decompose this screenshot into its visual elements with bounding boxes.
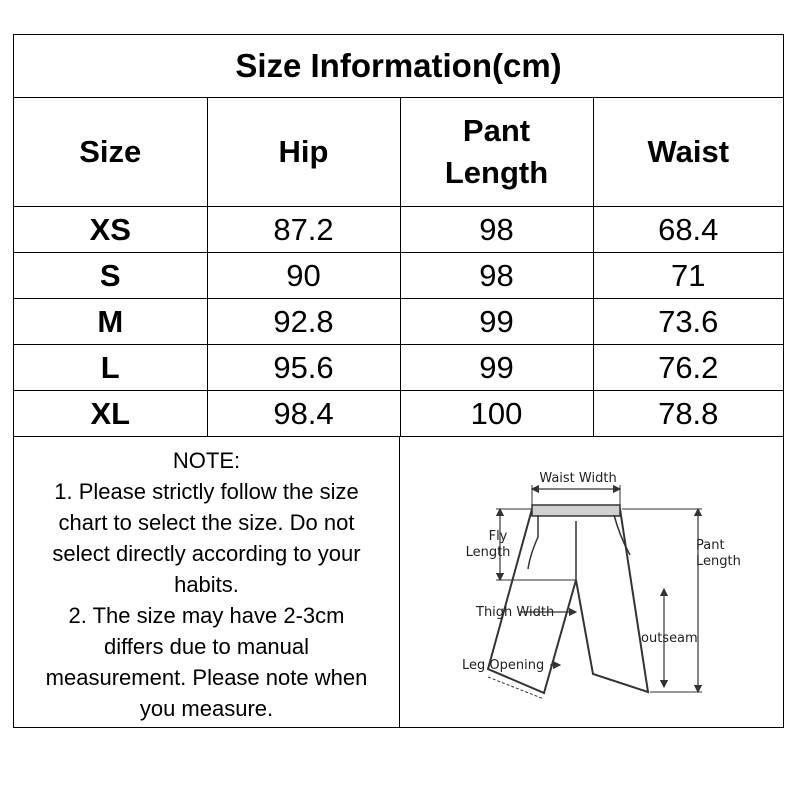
pant-length-measure — [622, 509, 741, 692]
thigh-width-measure — [475, 605, 576, 620]
size-table — [14, 98, 783, 437]
fly-length-label-line-2: Length — [465, 545, 511, 560]
table-row — [14, 391, 783, 437]
size-cell: XS — [14, 207, 207, 253]
pant-length-cell: 100 — [400, 391, 593, 437]
thigh-width-label: Thigh Width — [476, 605, 555, 620]
waist-width-label: Waist Width — [539, 471, 617, 486]
note-line: you measure. — [139, 696, 274, 721]
size-cell: XL — [14, 391, 207, 437]
note-line: 1. Please strictly follow the size — [54, 479, 359, 504]
outseam-label: outseam — [641, 631, 698, 646]
waist-cell: 73.6 — [593, 299, 783, 345]
pant-length-cell: 98 — [400, 207, 593, 253]
pant-length-cell: 98 — [400, 253, 593, 299]
waist-cell: 68.4 — [593, 207, 783, 253]
waist-width-measure — [532, 471, 620, 505]
hip-cell: 90 — [207, 253, 400, 299]
size-cell: M — [14, 299, 207, 345]
note-heading: NOTE: — [172, 448, 241, 473]
pant-length-label-line-2: Length — [696, 554, 741, 569]
pants-illustration — [400, 437, 783, 727]
table-row — [14, 345, 783, 391]
leg-opening-label: Leg Opening — [462, 658, 545, 673]
hip-cell: 87.2 — [207, 207, 400, 253]
pant-length-cell: 99 — [400, 299, 593, 345]
pant-length-cell: 99 — [400, 345, 593, 391]
note-line: chart to select the size. Do not — [58, 510, 355, 535]
size-chart — [13, 34, 784, 728]
hip-cell: 92.8 — [207, 299, 400, 345]
header-row — [14, 98, 783, 207]
size-cell: L — [14, 345, 207, 391]
measurement-diagram — [400, 437, 783, 727]
column-header-pant-length — [400, 98, 593, 207]
note-line: 2. The size may have 2-3cm — [68, 603, 345, 628]
hip-cell: 98.4 — [207, 391, 400, 437]
column-header-hip: Hip — [207, 98, 400, 207]
pant-length-header-line-2: Length — [444, 155, 549, 190]
waist-cell: 71 — [593, 253, 783, 299]
chart-title: Size Information(cm) — [14, 35, 783, 98]
note-panel — [14, 437, 400, 727]
note-line: select directly according to your — [52, 541, 361, 566]
note-line: measurement. Please note when — [45, 665, 368, 690]
table-row — [14, 207, 783, 253]
table-row — [14, 299, 783, 345]
fly-length-label-line-1: Fly — [488, 529, 508, 544]
info-section — [14, 437, 783, 727]
pant-length-header-line-1: Pant — [462, 113, 531, 148]
note-line: differs due to manual — [103, 634, 310, 659]
pant-length-label-line-1: Pant — [696, 538, 725, 553]
hip-cell: 95.6 — [207, 345, 400, 391]
size-cell: S — [14, 253, 207, 299]
note-line: habits. — [174, 572, 239, 597]
waist-cell: 78.8 — [593, 391, 783, 437]
table-row — [14, 253, 783, 299]
column-header-waist: Waist — [593, 98, 783, 207]
waist-cell: 76.2 — [593, 345, 783, 391]
outseam-measure — [641, 589, 698, 687]
fly-length-measure — [466, 509, 576, 580]
column-header-size: Size — [14, 98, 207, 207]
